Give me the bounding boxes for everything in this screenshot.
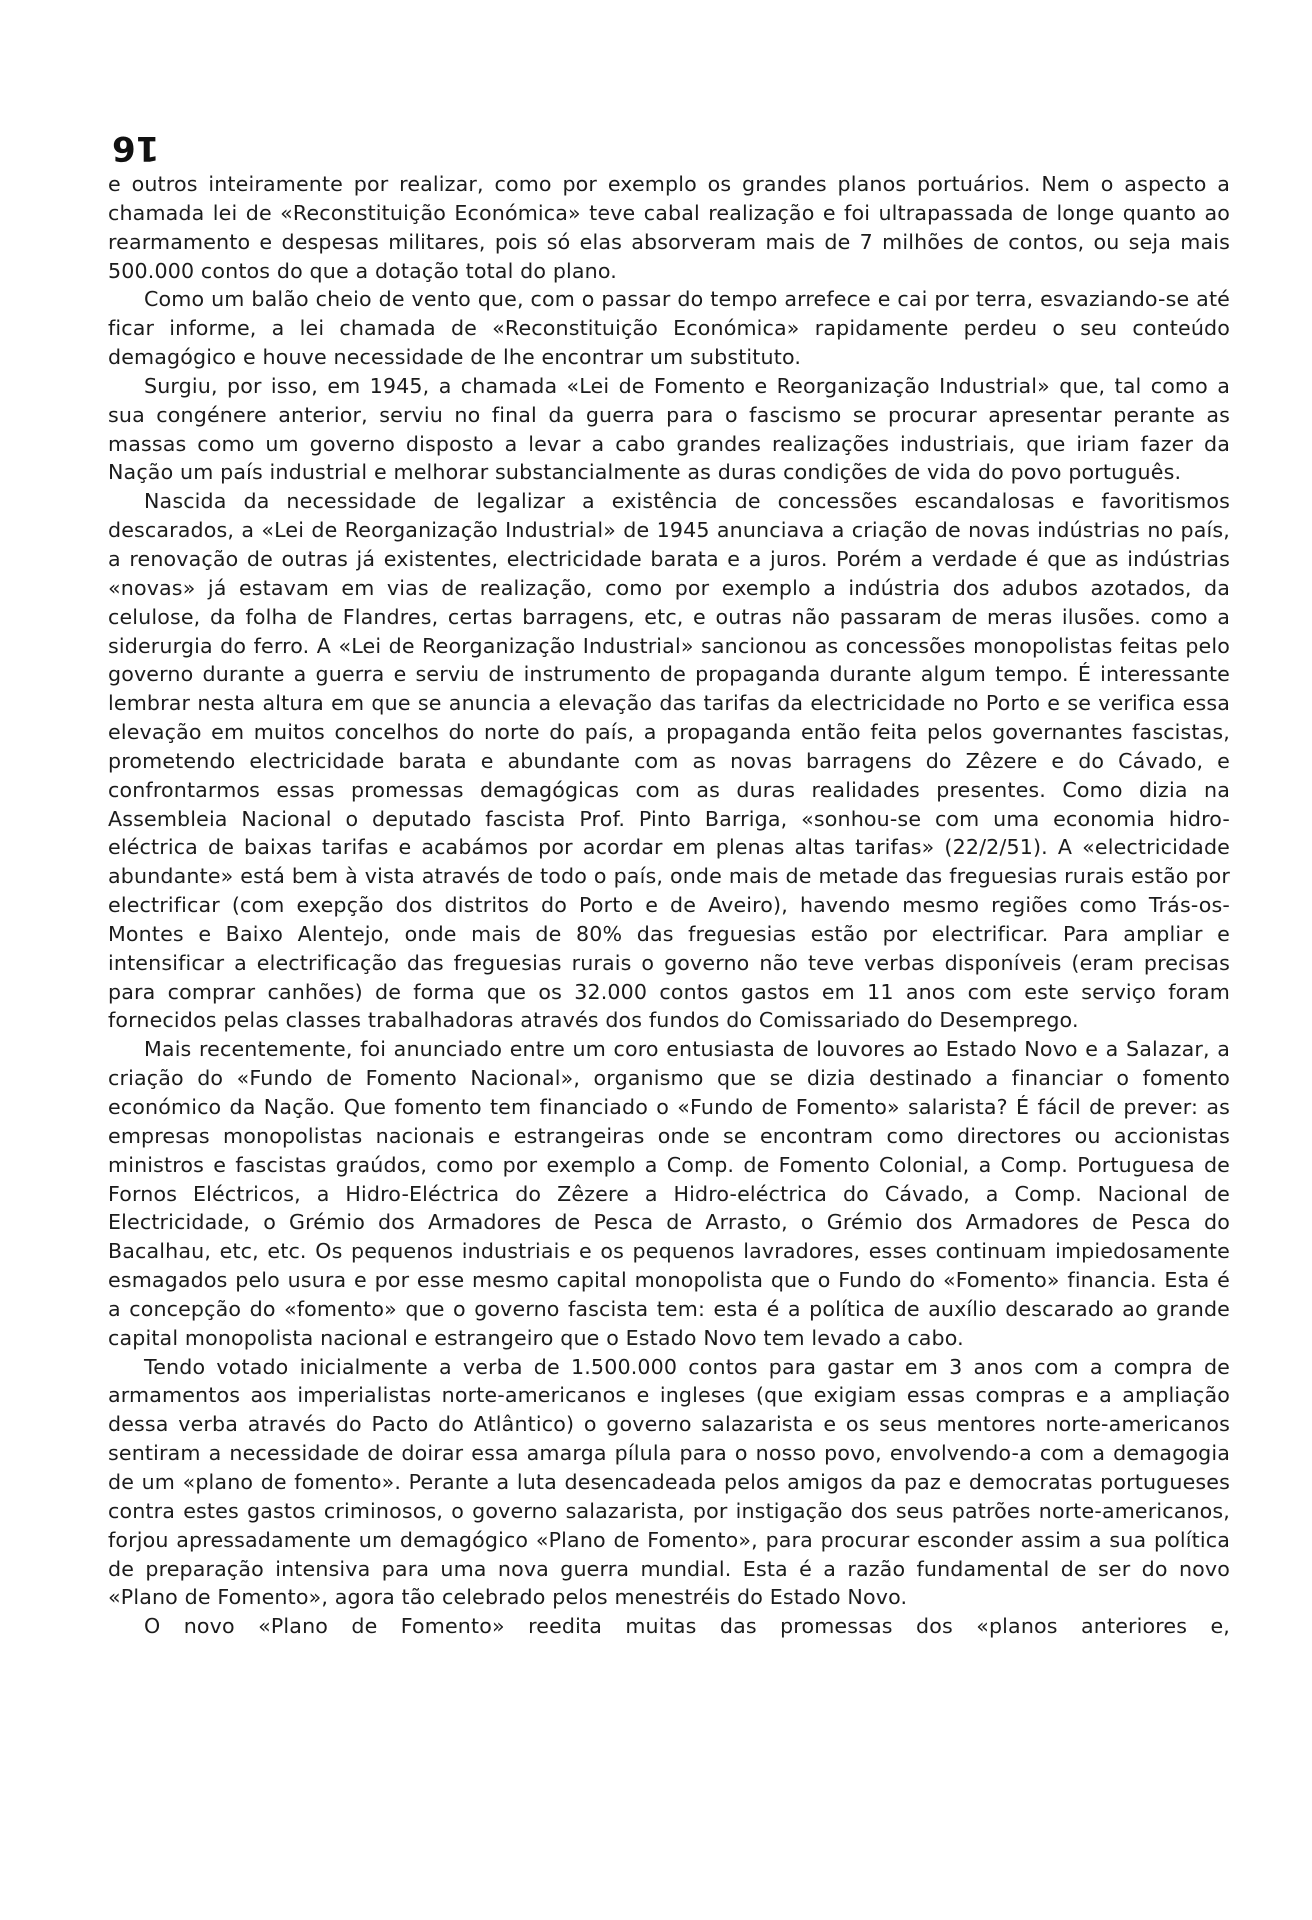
paragraph-5: Mais recentemente, foi anunciado entre um coro entusiasta de louvores ao Estado Novo e a Salazar, a criação do «Fundo de Fomento Nacional», organismo que se dizia destinado a financiar o fomento económico da Nação. Que fomento tem financiado o «Fundo de Fomento» salarista? É fácil de prever: as empresas monopolistas nacionais e estrangeiras onde se encontram como directores ou accionistas ministros e fascistas graúdos, como por exemplo a Comp. de Fomento Colonial, a Comp. Portuguesa de Fornos Eléctricos, a Hidro-Eléctrica do Zêzere a Hidro-eléctrica do Cávado, a Comp. Nacional de Electricidade, o Grémio dos Armadores de Pesca de Arrasto, o Grémio dos Armadores de Pesca do Bacalhau, etc, etc. Os pequenos industriais e os pequenos lavradores, esses continuam impiedosamente esmagados pelo usura e por esse mesmo capital monopolista que o Fundo do «Fomento» financia. Esta é a concepção do «fomento» que o governo fascista tem: esta é a política de auxílio descarado ao grande capital monopolista nacional e estrangeiro que o Estado Novo tem levado a cabo. (108, 1037, 1230, 1350)
page-number: 16 (112, 128, 160, 168)
paragraph-1: e outros inteiramente por realizar, como por exemplo os grandes planos portuários. Nem o aspecto a chamada lei de «Reconstituição Económica» teve cabal realização e foi ultrapassada de longe quanto ao rearmamento e despesas militares, pois só elas absorveram mais de 7 milhões de contos, ou seja mais 500.000 contos do que a dotação total do plano. (108, 172, 1230, 283)
paragraph-7: O novo «Plano de Fomento» reedita muitas das promessas dos «planos anteriores e, (144, 1614, 1230, 1639)
body-text (108, 170, 1230, 1641)
paragraph-2: Como um balão cheio de vento que, com o passar do tempo arrefece e cai por terra, esvaziando-se até ficar informe, a lei chamada de «Reconstituição Económica» rapidamente perdeu o seu conteúdo demagógico e houve necessidade de lhe encontrar um substituto. (108, 287, 1230, 370)
paragraph-6: Tendo votado inicialmente a verba de 1.500.000 contos para gastar em 3 anos com a compra de armamentos aos imperialistas norte-americanos e ingleses (que exigiam essas compras e a ampliação dessa verba através do Pacto do Atlântico) o governo salazarista e os seus mentores norte-americanos sentiram a necessidade de doirar essa amarga pílula para o nosso povo, envolvendo-a com a demagogia de um «plano de fomento». Perante a luta desencadeada pelos amigos da paz e democratas portugueses contra estes gastos criminosos, o governo salazarista, por instigação dos seus patrões norte-americanos, forjou apressadamente um demagógico «Plano de Fomento», para procurar esconder assim a sua política de preparação intensiva para uma nova guerra mundial. Esta é a razão fundamental de ser do novo «Plano de Fomento», agora tão celebrado pelos menestréis do Estado Novo. (108, 1354, 1230, 1610)
paragraph-4: Nascida da necessidade de legalizar a existência de concessões escandalosas e favoritismos descarados, a «Lei de Reorganização Industrial» de 1945 anunciava a criação de novas indústrias no país, a renovação de outras já existentes, electricidade barata e a juros. Porém a verdade é que as indústrias «novas» já estavam em vias de realização, como por exemplo a indústria dos adubos azotados, da celulose, da folha de Flandres, certas barragens, etc, e outras não passaram de meras ilusões. como a siderurgia do ferro. A «Lei de Reorganização Industrial» sancionou as concessões monopolistas feitas pelo governo durante a guerra e serviu de instrumento de propaganda durante algum tempo. É interessante lembrar nesta altura em que se anuncia a elevação das tarifas da electricidade no Porto e se verifica essa elevação em muitos concelhos do norte do país, a propaganda então feita pelos governantes fascistas, prometendo electricidade barata e abundante com as novas barragens do Zêzere e do Cávado, e confrontarmos essas promessas demagógicas com as duras realidades presentes. Como dizia na Assembleia Nacional o deputado fascista Prof. Pinto Barriga, «sonhou-se com uma economia hidro-eléctrica de baixas tarifas e acabámos por acordar em plenas altas tarifas» (22/2/51). A «electricidade abundante» está bem à vista através de todo o país, onde mais de metade das freguesias rurais estão por electrificar (com exepção dos distritos do Porto e de Aveiro), havendo mesmo regiões como Trás-os-Montes e Baixo Alentejo, onde mais de 80% das freguesias estão por electrificar. Para ampliar e intensificar a electrificação das freguesias rurais o governo não teve verbas disponíveis (eram precisas para comprar canhões) de forma que os 32.000 contos gastos em 11 anos com este serviço foram fornecidos pelas classes trabalhadoras através dos fundos do Comissariado do Desemprego. (108, 489, 1230, 1033)
paragraph-3: Surgiu, por isso, em 1945, a chamada «Lei de Fomento e Reorganização Industrial» que, tal como a sua congénere anterior, serviu no final da guerra para o fascismo se procurar apresentar perante as massas como um governo disposto a levar a cabo grandes realizações industriais, que iriam fazer da Nação um país industrial e melhorar substancialmente as duras condições de vida do povo português. (108, 373, 1230, 485)
